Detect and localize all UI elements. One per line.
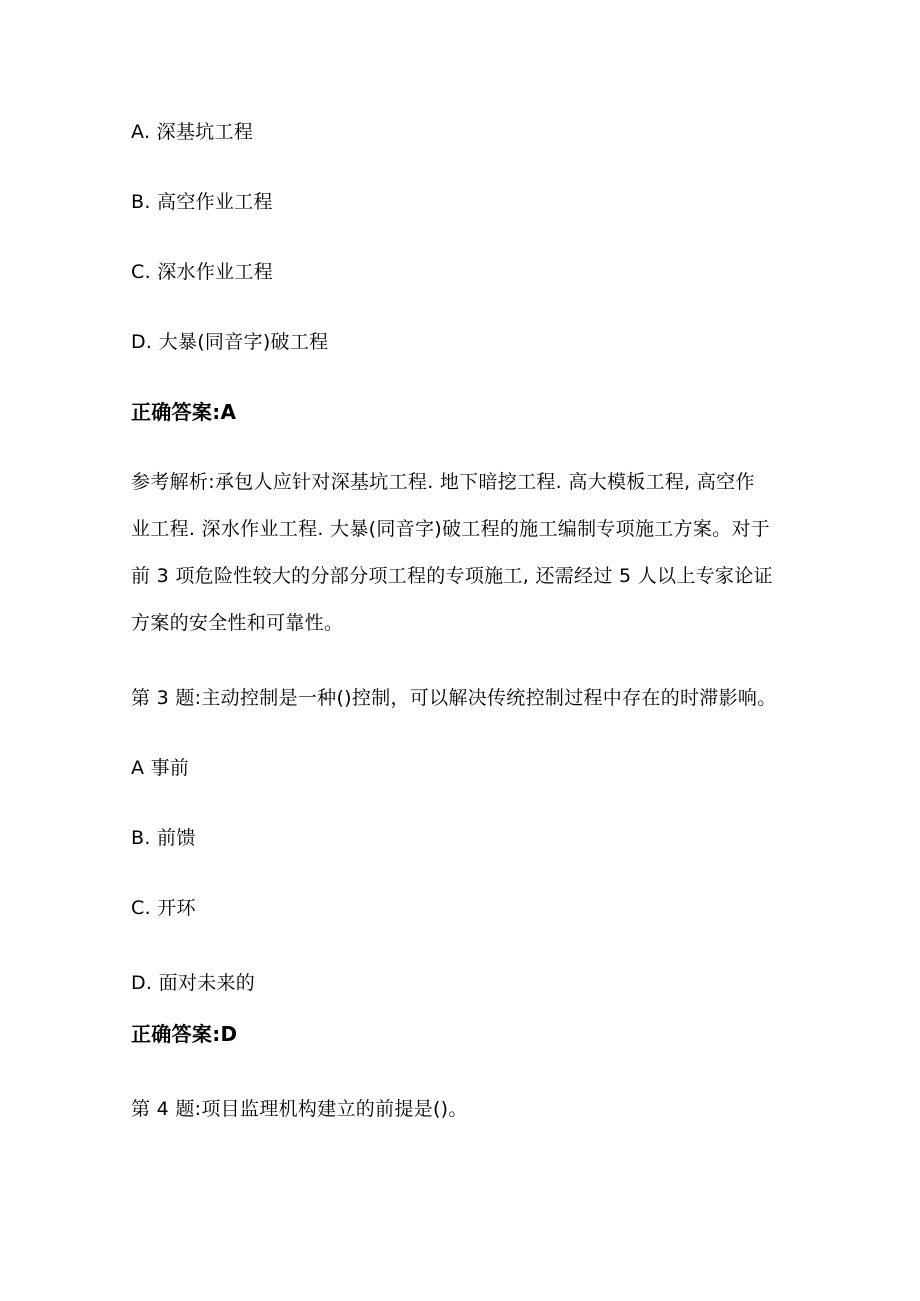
q3-option-c: C. 开环: [131, 897, 196, 919]
q3-option-d: D. 面对未来的: [131, 972, 256, 994]
q2-analysis-line-2: 业工程. 深水作业工程. 大暴(同音字)破工程的施工编制专项施工方案。对于: [131, 518, 771, 540]
q2-option-b: B. 高空作业工程: [131, 191, 273, 213]
q2-option-a: A. 深基坑工程: [131, 121, 254, 143]
q2-analysis-line-3: 前 3 项危险性较大的分部分项工程的专项施工, 还需经过 5 人以上专家论证: [131, 565, 773, 587]
q3-option-b: B. 前馈: [131, 827, 196, 849]
q2-analysis: [131, 470, 803, 658]
q2-analysis-line-4: 方案的安全性和可靠性。: [131, 612, 344, 634]
q3-option-a: A 事前: [131, 757, 190, 779]
q2-analysis-line-1: 参考解析:承包人应针对深基坑工程. 地下暗挖工程. 高大模板工程, 高空作: [131, 471, 755, 493]
q2-option-c: C. 深水作业工程: [131, 261, 274, 283]
q3-correct-answer: 正确答案:D: [131, 1022, 238, 1046]
q3-question: 第 3 题:主动控制是一种()控制，可以解决传统控制过程中存在的时滞影响。: [131, 687, 777, 709]
q2-option-d: D. 大暴(同音字)破工程: [131, 331, 329, 353]
q2-correct-answer: 正确答案:A: [131, 400, 237, 424]
q4-question: 第 4 题:项目监理机构建立的前提是()。: [131, 1098, 468, 1120]
